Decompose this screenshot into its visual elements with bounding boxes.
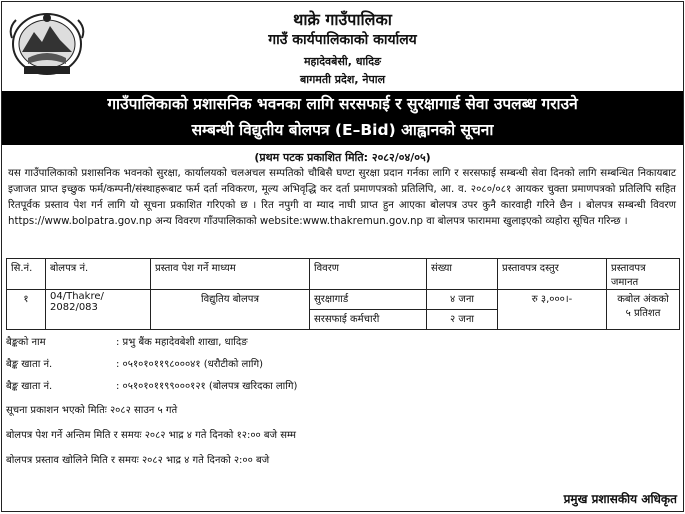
bid-no-line-2: 2082/083 xyxy=(50,302,98,313)
municipality-name: थाक्रे गाउँपालिका xyxy=(293,10,392,29)
cell-count-2: २ जना xyxy=(427,310,498,330)
col-count: संख्या xyxy=(427,259,498,290)
bid-table xyxy=(6,258,680,330)
bank-name-line xyxy=(6,334,248,348)
cell-desc-2: सरसफाई कर्मचारी xyxy=(310,310,427,330)
table-header-row xyxy=(7,259,680,290)
cell-desc-1: सुरक्षागार्ड xyxy=(310,290,427,310)
opening-line: बोलपत्र प्रस्ताव खोलिने मिति र समयः २०८२ भाद्र ४ गते दिनको २:०० बजे xyxy=(6,455,270,466)
account-2-line xyxy=(6,378,297,392)
notice-body: यस गाउँपालिकाको प्रशासनिक भवनको सुरक्षा, कार्यालयको चलअचल सम्पतिको चौबिसै घण्टा सुरक्षा प्रदान गर्नका लागि र सरसफाई सम्बन्धी सेवा दिनको लागि सम्बन्धित निकायबाट इजाजत प्राप्त इच्छुक फर्म/कम्पनी/संस्थाहरूबाट फर्म दर्ता नविकरण, मूल्य अभिवृद्धि कर दर्ता प्रमाणपत्रको प्रतिलिपि, आ. व. २०८०/०८१ आयकर चुक्ता प्रमाणपत्रको प्रतिलिपि सहित रितपूर्वक प्रस्ताव पेश गर्न लागि यो सूचना प्रकाशित गरिएको छ । रित नपुगी वा म्याद नाघी प्राप्त हुन आएका बोलपत्र उपर कुनै कारवाही गरिने छैन । बोलपत्र सम्बन्धी विवरण https://www.bolpatra.gov.np अन्य विवरण गाँउपालिकाको website:www.thakremun.gov.np वा बोलपत्र फाराममा खुलाइएको व्यहोरा सूचित गरिन्छ । xyxy=(8,168,676,227)
publish-date: (प्रथम पटक प्रकाशित मिति: २०८२/०४/०५) xyxy=(254,151,431,164)
col-fee: प्रस्तावपत्र दस्तुर xyxy=(498,259,607,290)
cell-medium: विद्युतिय बोलपत्र xyxy=(151,290,310,330)
bank-value: : प्रभु बैंक महादेवबेशी शाखा, धादिङ xyxy=(116,337,248,348)
col-bid-no: बोलपत्र नं. xyxy=(46,259,151,290)
cell-guarantee xyxy=(607,290,680,330)
signature-title: प्रमुख प्रशासकीय अधिकृत xyxy=(563,492,677,506)
bid-no-line-1: 04/Thakre/ xyxy=(50,291,104,302)
guarantee-line-2: ५ प्रतिशत xyxy=(625,308,661,319)
guarantee-line-1: कबोल अंकको xyxy=(617,294,669,305)
bank-label: बैङ्कको नाम xyxy=(6,337,46,348)
account-1-line xyxy=(6,356,263,370)
notice-title-banner xyxy=(2,91,683,145)
col-desc: विवरण xyxy=(310,259,427,290)
province-name: बागमती प्रदेश, नेपाल xyxy=(299,73,386,86)
cell-fee: रु ३,०००।- xyxy=(498,290,607,330)
account-2-label: बैङ्क खाता नं. xyxy=(6,381,53,392)
cell-bid-no xyxy=(46,290,151,330)
office-location: महादेवबेसी, धादिङ xyxy=(303,55,382,68)
account-1-label: बैङ्क खाता नं. xyxy=(6,359,53,370)
cell-count-1: ४ जना xyxy=(427,290,498,310)
cell-sn: १ xyxy=(7,290,46,330)
office-name: गाउँ कार्यपालिकाको कार्यालय xyxy=(268,32,417,48)
notice-page xyxy=(1,1,684,512)
account-2-value: : ०५१०१०११९९०००१२१ (बोलपत्र खरिदका लागि) xyxy=(116,381,298,392)
title-line-1: गाउँपालिकाको प्रशासनिक भवनका लागि सरसफाई र सुरक्षागार्ड सेवा उपलब्ध गराउने xyxy=(107,95,578,113)
title-line-2: सम्बन्धी विद्युतीय बोलपत्र (E–Bid) आह्वानको सूचना xyxy=(191,121,494,139)
account-1-value: : ०५१०१०११९८०००४१ (धरौटीको लागि) xyxy=(116,359,264,370)
col-guarantee: प्रस्तावपत्र जमानत xyxy=(607,259,680,290)
col-sn: सि.नं. xyxy=(7,259,46,290)
col-medium: प्रस्ताव पेश गर्ने माध्यम xyxy=(151,259,310,290)
publish-line: सूचना प्रकाशन भएको मितिः २०८२ साउन ५ गते xyxy=(6,405,178,416)
table-row xyxy=(7,290,680,310)
deadline-line: बोलपत्र पेश गर्ने अन्तिम मिति र समयः २०८२ भाद्र ४ गते दिनको १२:०० बजे सम्म xyxy=(6,430,296,441)
